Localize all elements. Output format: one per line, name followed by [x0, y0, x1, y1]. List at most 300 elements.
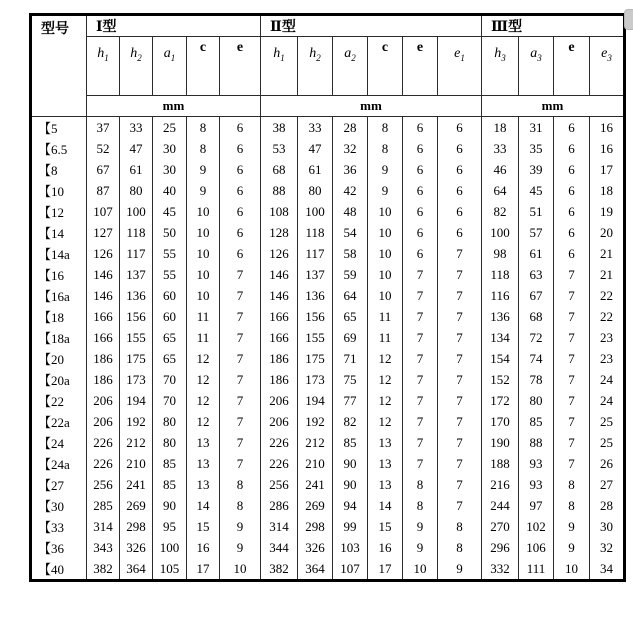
- value-cell: 80: [298, 180, 333, 201]
- value-cell: 14: [368, 495, 403, 516]
- value-cell: 13: [368, 453, 403, 474]
- model-cell: 【5: [31, 117, 87, 139]
- value-cell: 10: [368, 243, 403, 264]
- unit-header-type3: mm: [482, 96, 625, 117]
- value-cell: 17: [368, 558, 403, 581]
- value-cell: 65: [153, 348, 187, 369]
- value-cell: 10: [220, 558, 261, 581]
- value-cell: 8: [403, 474, 438, 495]
- value-cell: 6: [438, 201, 482, 222]
- model-cell: 【30: [31, 495, 87, 516]
- col-header-I-h2: $h_2$: [120, 37, 153, 96]
- value-cell: 136: [298, 285, 333, 306]
- value-cell: 256: [261, 474, 298, 495]
- value-cell: 7: [438, 306, 482, 327]
- value-cell: 6: [554, 201, 590, 222]
- value-cell: 47: [120, 138, 153, 159]
- value-cell: 9: [403, 516, 438, 537]
- value-cell: 80: [153, 432, 187, 453]
- value-cell: 12: [187, 390, 220, 411]
- col-header-I-a1: $a_1$: [153, 37, 187, 96]
- value-cell: 10: [368, 222, 403, 243]
- value-cell: 166: [261, 306, 298, 327]
- table-row: [31, 558, 625, 581]
- value-cell: 27: [590, 474, 625, 495]
- value-cell: 118: [482, 264, 519, 285]
- value-cell: 10: [403, 558, 438, 581]
- value-cell: 6: [220, 201, 261, 222]
- value-cell: 55: [153, 243, 187, 264]
- value-cell: 30: [153, 159, 187, 180]
- value-cell: 7: [554, 453, 590, 474]
- value-cell: 21: [590, 243, 625, 264]
- model-cell: 【12: [31, 201, 87, 222]
- value-cell: 6: [438, 138, 482, 159]
- value-cell: 60: [153, 285, 187, 306]
- value-cell: 175: [120, 348, 153, 369]
- value-cell: 314: [87, 516, 120, 537]
- value-cell: 9: [187, 180, 220, 201]
- value-cell: 10: [368, 264, 403, 285]
- value-cell: 170: [482, 411, 519, 432]
- value-cell: 45: [519, 180, 554, 201]
- value-cell: 7: [554, 264, 590, 285]
- value-cell: 82: [333, 411, 368, 432]
- value-cell: 118: [298, 222, 333, 243]
- value-cell: 58: [333, 243, 368, 264]
- value-cell: 18: [590, 180, 625, 201]
- value-cell: 7: [554, 348, 590, 369]
- table-row: [31, 516, 625, 537]
- col-header-III-e3: $e_3$: [590, 37, 625, 96]
- value-cell: 212: [120, 432, 153, 453]
- value-cell: 65: [153, 327, 187, 348]
- value-cell: 47: [298, 138, 333, 159]
- value-cell: 9: [438, 558, 482, 581]
- value-cell: 6: [554, 180, 590, 201]
- value-cell: 23: [590, 348, 625, 369]
- value-cell: 33: [482, 138, 519, 159]
- value-cell: 8: [368, 138, 403, 159]
- value-cell: 40: [153, 180, 187, 201]
- value-cell: 226: [261, 432, 298, 453]
- value-cell: 100: [482, 222, 519, 243]
- value-cell: 67: [87, 159, 120, 180]
- value-cell: 52: [87, 138, 120, 159]
- value-cell: 11: [368, 327, 403, 348]
- value-cell: 241: [120, 474, 153, 495]
- value-cell: 298: [120, 516, 153, 537]
- value-cell: 270: [482, 516, 519, 537]
- value-cell: 59: [333, 264, 368, 285]
- value-cell: 95: [153, 516, 187, 537]
- value-cell: 6: [554, 243, 590, 264]
- table-row: [31, 432, 625, 453]
- model-cell: 【20: [31, 348, 87, 369]
- table-row: [31, 159, 625, 180]
- value-cell: 382: [87, 558, 120, 581]
- table-header: [31, 15, 625, 117]
- value-cell: 90: [333, 474, 368, 495]
- value-cell: 93: [519, 474, 554, 495]
- value-cell: 6: [220, 117, 261, 139]
- value-cell: 9: [220, 516, 261, 537]
- value-cell: 9: [554, 516, 590, 537]
- value-cell: 190: [482, 432, 519, 453]
- value-cell: 24: [590, 369, 625, 390]
- value-cell: 314: [261, 516, 298, 537]
- value-cell: 8: [220, 495, 261, 516]
- value-cell: 186: [261, 348, 298, 369]
- value-cell: 173: [298, 369, 333, 390]
- value-cell: 7: [554, 285, 590, 306]
- table-row: [31, 369, 625, 390]
- value-cell: 117: [120, 243, 153, 264]
- value-cell: 7: [220, 327, 261, 348]
- value-cell: 74: [519, 348, 554, 369]
- value-cell: 286: [261, 495, 298, 516]
- table-row: [31, 495, 625, 516]
- value-cell: 343: [87, 537, 120, 558]
- value-cell: 61: [120, 159, 153, 180]
- value-cell: 14: [187, 495, 220, 516]
- value-cell: 137: [298, 264, 333, 285]
- value-cell: 8: [220, 474, 261, 495]
- value-cell: 7: [403, 348, 438, 369]
- value-cell: 8: [368, 117, 403, 139]
- value-cell: 332: [482, 558, 519, 581]
- value-cell: 7: [438, 411, 482, 432]
- value-cell: 154: [482, 348, 519, 369]
- value-cell: 111: [519, 558, 554, 581]
- value-cell: 13: [187, 453, 220, 474]
- model-cell: 【6.5: [31, 138, 87, 159]
- value-cell: 64: [482, 180, 519, 201]
- value-cell: 100: [298, 201, 333, 222]
- value-cell: 18: [482, 117, 519, 139]
- value-cell: 152: [482, 369, 519, 390]
- value-cell: 6: [220, 243, 261, 264]
- value-cell: 7: [438, 432, 482, 453]
- value-cell: 87: [87, 180, 120, 201]
- value-cell: 78: [519, 369, 554, 390]
- value-cell: 7: [220, 453, 261, 474]
- value-cell: 364: [298, 558, 333, 581]
- value-cell: 7: [220, 285, 261, 306]
- value-cell: 90: [333, 453, 368, 474]
- value-cell: 166: [261, 327, 298, 348]
- value-cell: 7: [220, 369, 261, 390]
- value-cell: 6: [554, 117, 590, 139]
- value-cell: 23: [590, 327, 625, 348]
- value-cell: 25: [590, 432, 625, 453]
- value-cell: 7: [438, 243, 482, 264]
- value-cell: 65: [333, 306, 368, 327]
- value-cell: 175: [298, 348, 333, 369]
- value-cell: 16: [590, 117, 625, 139]
- value-cell: 100: [120, 201, 153, 222]
- value-cell: 7: [438, 474, 482, 495]
- value-cell: 206: [261, 390, 298, 411]
- value-cell: 7: [554, 390, 590, 411]
- value-cell: 128: [261, 222, 298, 243]
- value-cell: 11: [368, 306, 403, 327]
- table-row: [31, 537, 625, 558]
- value-cell: 137: [120, 264, 153, 285]
- value-cell: 8: [187, 117, 220, 139]
- value-cell: 57: [519, 222, 554, 243]
- value-cell: 6: [554, 222, 590, 243]
- value-cell: 64: [333, 285, 368, 306]
- value-cell: 30: [153, 138, 187, 159]
- value-cell: 6: [403, 201, 438, 222]
- value-cell: 155: [120, 327, 153, 348]
- value-cell: 6: [438, 117, 482, 139]
- value-cell: 19: [590, 201, 625, 222]
- value-cell: 25: [590, 411, 625, 432]
- value-cell: 6: [438, 159, 482, 180]
- col-header-I-e: e: [220, 37, 261, 96]
- value-cell: 146: [261, 285, 298, 306]
- value-cell: 6: [220, 222, 261, 243]
- value-cell: 107: [87, 201, 120, 222]
- value-cell: 6: [403, 180, 438, 201]
- vertical-scrollbar-thumb[interactable]: [624, 9, 633, 30]
- value-cell: 6: [554, 159, 590, 180]
- value-cell: 12: [368, 390, 403, 411]
- model-cell: 【18a: [31, 327, 87, 348]
- value-cell: 15: [187, 516, 220, 537]
- value-cell: 12: [187, 411, 220, 432]
- value-cell: 82: [482, 201, 519, 222]
- value-cell: 10: [187, 222, 220, 243]
- value-cell: 155: [298, 327, 333, 348]
- table-row: [31, 180, 625, 201]
- col-header-III-a3: $a_3$: [519, 37, 554, 96]
- value-cell: 98: [482, 243, 519, 264]
- model-cell: 【18: [31, 306, 87, 327]
- value-cell: 33: [120, 117, 153, 139]
- value-cell: 37: [87, 117, 120, 139]
- value-cell: 22: [590, 306, 625, 327]
- value-cell: 22: [590, 285, 625, 306]
- value-cell: 6: [403, 117, 438, 139]
- value-cell: 244: [482, 495, 519, 516]
- value-cell: 6: [403, 222, 438, 243]
- value-cell: 206: [87, 390, 120, 411]
- model-cell: 【27: [31, 474, 87, 495]
- value-cell: 146: [261, 264, 298, 285]
- value-cell: 72: [519, 327, 554, 348]
- value-cell: 9: [403, 537, 438, 558]
- table-row: [31, 243, 625, 264]
- value-cell: 30: [590, 516, 625, 537]
- value-cell: 296: [482, 537, 519, 558]
- value-cell: 12: [368, 411, 403, 432]
- value-cell: 166: [87, 306, 120, 327]
- dimension-spec-table: [29, 13, 626, 582]
- value-cell: 8: [187, 138, 220, 159]
- value-cell: 11: [187, 306, 220, 327]
- value-cell: 46: [482, 159, 519, 180]
- value-cell: 13: [368, 432, 403, 453]
- value-cell: 100: [153, 537, 187, 558]
- value-cell: 364: [120, 558, 153, 581]
- value-cell: 216: [482, 474, 519, 495]
- value-cell: 7: [438, 369, 482, 390]
- value-cell: 256: [87, 474, 120, 495]
- value-cell: 12: [368, 348, 403, 369]
- model-cell: 【14: [31, 222, 87, 243]
- value-cell: 21: [590, 264, 625, 285]
- model-cell: 【36: [31, 537, 87, 558]
- value-cell: 166: [87, 327, 120, 348]
- value-cell: 7: [403, 411, 438, 432]
- value-cell: 116: [482, 285, 519, 306]
- col-header-II-e1: $e_1$: [438, 37, 482, 96]
- value-cell: 6: [403, 138, 438, 159]
- table-row: [31, 474, 625, 495]
- value-cell: 6: [403, 243, 438, 264]
- value-cell: 85: [519, 411, 554, 432]
- value-cell: 7: [220, 306, 261, 327]
- value-cell: 6: [554, 138, 590, 159]
- value-cell: 71: [333, 348, 368, 369]
- value-cell: 210: [298, 453, 333, 474]
- value-cell: 212: [298, 432, 333, 453]
- value-cell: 39: [519, 159, 554, 180]
- value-cell: 10: [187, 201, 220, 222]
- value-cell: 186: [87, 348, 120, 369]
- value-cell: 51: [519, 201, 554, 222]
- col-header-I-c: c: [187, 37, 220, 96]
- table-row: [31, 117, 625, 139]
- value-cell: 326: [298, 537, 333, 558]
- value-cell: 6: [403, 159, 438, 180]
- value-cell: 7: [403, 369, 438, 390]
- value-cell: 8: [438, 537, 482, 558]
- value-cell: 35: [519, 138, 554, 159]
- unit-header-row: [31, 96, 625, 117]
- value-cell: 6: [438, 180, 482, 201]
- value-cell: 68: [519, 306, 554, 327]
- value-cell: 85: [333, 432, 368, 453]
- value-cell: 6: [220, 180, 261, 201]
- unit-header-type2: mm: [261, 96, 482, 117]
- value-cell: 90: [153, 495, 187, 516]
- value-cell: 32: [333, 138, 368, 159]
- model-cell: 【14a: [31, 243, 87, 264]
- model-cell: 【22a: [31, 411, 87, 432]
- value-cell: 105: [153, 558, 187, 581]
- table-row: [31, 390, 625, 411]
- symbol-header-row: [31, 37, 625, 96]
- value-cell: 16: [187, 537, 220, 558]
- value-cell: 38: [261, 117, 298, 139]
- value-cell: 9: [368, 180, 403, 201]
- model-cell: 【40: [31, 558, 87, 581]
- value-cell: 99: [333, 516, 368, 537]
- col-header-II-h1: $h_1$: [261, 37, 298, 96]
- value-cell: 88: [261, 180, 298, 201]
- value-cell: 102: [519, 516, 554, 537]
- group-header-type2: Ⅱ型: [261, 15, 482, 37]
- value-cell: 7: [220, 348, 261, 369]
- table-row: [31, 138, 625, 159]
- value-cell: 192: [120, 411, 153, 432]
- value-cell: 31: [519, 117, 554, 139]
- value-cell: 63: [519, 264, 554, 285]
- value-cell: 9: [220, 537, 261, 558]
- value-cell: 7: [403, 453, 438, 474]
- value-cell: 136: [482, 306, 519, 327]
- value-cell: 11: [187, 327, 220, 348]
- value-cell: 326: [120, 537, 153, 558]
- value-cell: 186: [87, 369, 120, 390]
- value-cell: 117: [298, 243, 333, 264]
- model-cell: 【22: [31, 390, 87, 411]
- value-cell: 8: [438, 516, 482, 537]
- value-cell: 53: [261, 138, 298, 159]
- value-cell: 344: [261, 537, 298, 558]
- value-cell: 26: [590, 453, 625, 474]
- value-cell: 7: [403, 285, 438, 306]
- value-cell: 7: [403, 327, 438, 348]
- value-cell: 7: [403, 432, 438, 453]
- value-cell: 7: [438, 495, 482, 516]
- group-header-type3: Ⅲ型: [482, 15, 625, 37]
- value-cell: 25: [153, 117, 187, 139]
- col-header-I-h1: $h_1$: [87, 37, 120, 96]
- value-cell: 85: [153, 474, 187, 495]
- value-cell: 126: [261, 243, 298, 264]
- value-cell: 7: [220, 264, 261, 285]
- value-cell: 70: [153, 369, 187, 390]
- value-cell: 146: [87, 264, 120, 285]
- value-cell: 94: [333, 495, 368, 516]
- value-cell: 127: [87, 222, 120, 243]
- value-cell: 7: [403, 306, 438, 327]
- value-cell: 9: [368, 159, 403, 180]
- value-cell: 13: [187, 474, 220, 495]
- value-cell: 7: [438, 327, 482, 348]
- value-cell: 6: [220, 138, 261, 159]
- value-cell: 10: [187, 243, 220, 264]
- value-cell: 68: [261, 159, 298, 180]
- model-cell: 【10: [31, 180, 87, 201]
- table-row: [31, 348, 625, 369]
- value-cell: 298: [298, 516, 333, 537]
- value-cell: 103: [333, 537, 368, 558]
- table-row: [31, 306, 625, 327]
- value-cell: 45: [153, 201, 187, 222]
- value-cell: 50: [153, 222, 187, 243]
- value-cell: 194: [298, 390, 333, 411]
- value-cell: 7: [438, 348, 482, 369]
- value-cell: 93: [519, 453, 554, 474]
- model-cell: 【16: [31, 264, 87, 285]
- unit-header-type1: mm: [87, 96, 261, 117]
- value-cell: 192: [298, 411, 333, 432]
- value-cell: 55: [153, 264, 187, 285]
- value-cell: 61: [519, 243, 554, 264]
- value-cell: 12: [368, 369, 403, 390]
- value-cell: 97: [519, 495, 554, 516]
- value-cell: 70: [153, 390, 187, 411]
- col-header-II-h2: $h_2$: [298, 37, 333, 96]
- model-cell: 【24a: [31, 453, 87, 474]
- value-cell: 7: [554, 369, 590, 390]
